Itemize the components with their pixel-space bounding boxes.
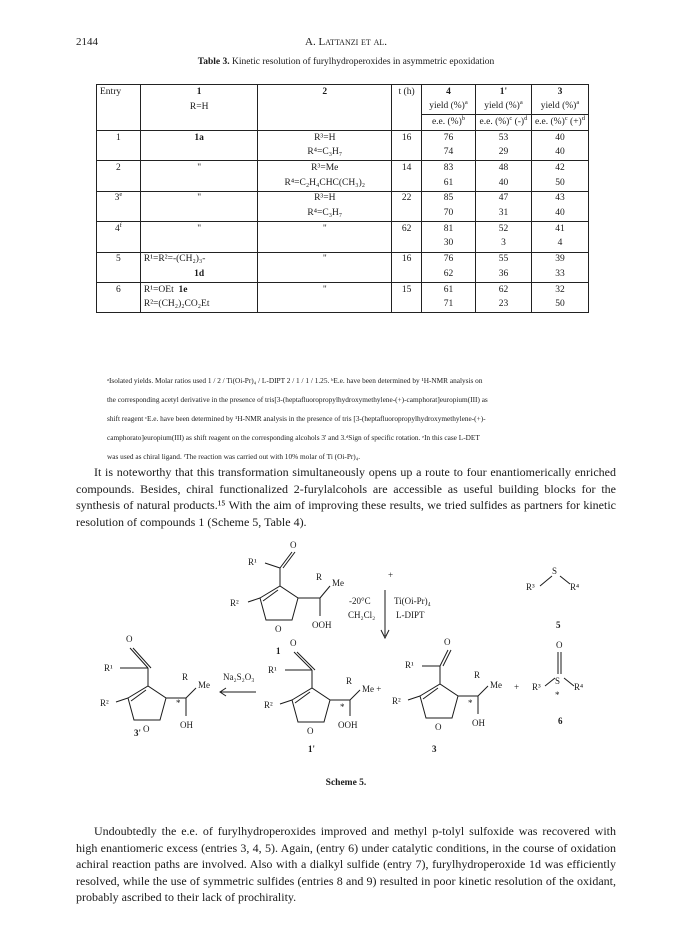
svg-text:*: * [468, 698, 473, 708]
scheme-5-reaction-diagram [80, 528, 620, 768]
svg-text:R: R [474, 670, 481, 680]
svg-text:-20°C: -20°C [349, 596, 371, 606]
svg-text:OH: OH [472, 718, 485, 728]
header-yield-3: yield (%) [540, 101, 577, 112]
svg-text:Me: Me [198, 680, 210, 690]
svg-text:*: * [176, 698, 181, 708]
svg-text:S: S [555, 676, 561, 686]
compound-3-structure [392, 637, 502, 754]
svg-text:O: O [143, 724, 150, 734]
scheme-caption: Scheme 5. [325, 778, 367, 788]
svg-text:*: * [340, 702, 345, 712]
svg-text:Na₂S₂O₃: Na₂S₂O₃ [223, 672, 255, 682]
svg-text:R: R [316, 572, 323, 582]
svg-text:O: O [435, 722, 442, 732]
svg-text:R³: R³ [532, 682, 541, 692]
svg-text:R¹: R¹ [248, 557, 257, 567]
svg-text:O: O [556, 640, 563, 650]
header-r-h: R=H [140, 100, 258, 115]
footnote-line: the corresponding acetyl derivative in the presence of tris[3-(heptafluoropropylhydroxymethylene-(+)-camphorat]europium(III) as [107, 395, 488, 404]
svg-text:Me: Me [490, 680, 502, 690]
table-row: 2 " R³=Me 14 83 48 42 [97, 161, 589, 176]
svg-text:OOH: OOH [312, 620, 332, 630]
svg-text:S: S [552, 566, 558, 576]
svg-text:3: 3 [432, 744, 437, 754]
svg-text:R²: R² [392, 696, 401, 706]
header-compound-4: 4 [422, 85, 476, 100]
svg-text:R⁴: R⁴ [574, 682, 584, 692]
table-footnotes [107, 371, 592, 466]
header-compound-1: 1 [140, 85, 258, 100]
svg-text:+: + [388, 570, 394, 580]
svg-text:O: O [290, 540, 297, 550]
svg-text:Ti(Oi-Pr)₄: Ti(Oi-Pr)₄ [394, 596, 431, 606]
svg-text:L-DIPT: L-DIPT [396, 610, 425, 620]
compound-3p-structure [100, 634, 210, 738]
table-caption-text: Kinetic resolution of furylhydroperoxides in asymmetric epoxidation [231, 57, 495, 67]
sulfoxide-6-structure [532, 640, 583, 726]
table-row: 1 1a R³=H 16 76 53 40 [97, 131, 589, 146]
footnote-line: ᵃIsolated yields. Molar ratios used 1 / 2 / Ti(Oi-Pr)₄ / L-DIPT 2 / 1 / 1 / 1.25. ᵇE.e. have been determined by ¹H-NMR analysis on [107, 376, 483, 385]
svg-text:R¹: R¹ [405, 660, 414, 670]
svg-text:R⁴: R⁴ [570, 582, 580, 592]
svg-text:*: * [555, 690, 560, 700]
header-ee-3: e.e. (%) [534, 116, 565, 127]
svg-text:+: + [514, 682, 520, 692]
svg-text:R³: R³ [526, 582, 535, 592]
svg-text:O: O [290, 638, 297, 648]
svg-text:R²: R² [100, 698, 109, 708]
table-row: 5 R¹=R²=-(CH₂)₃- " 16 76 55 39 [97, 252, 589, 267]
header-ee-4: e.e. (%) [431, 116, 462, 127]
sulfide-5-structure [526, 566, 579, 630]
svg-text:5: 5 [556, 620, 561, 630]
svg-text:R²: R² [230, 598, 239, 608]
svg-text:1': 1' [308, 744, 316, 754]
svg-text:CH₂Cl₂: CH₂Cl₂ [348, 610, 376, 620]
table-caption [0, 57, 692, 67]
compound-1-structure [230, 540, 344, 656]
svg-text:R: R [182, 672, 189, 682]
header-compound-2: 2 [258, 85, 392, 100]
header-yield-4: yield (%) [429, 101, 465, 112]
footnote-line: camphorato]europium(III) as shift reagent on the corresponding alcohols 3' and 3.ᵈSign of specific rotation. ᵉIn this case L-DET [107, 433, 480, 442]
svg-text:Me: Me [332, 578, 344, 588]
table-row: 4$^f$ " " 62 81 52 41 [97, 222, 589, 237]
svg-text:6: 6 [558, 716, 563, 726]
header-yield-1p: yield (%) [484, 101, 520, 112]
table-row: 3e " R³=H 22 85 47 43 [97, 191, 589, 206]
svg-text:O: O [307, 726, 314, 736]
header-compound-1p: 1' [475, 85, 531, 100]
svg-text:R: R [346, 676, 353, 686]
footnote-line: shift reagent ᶜE.e. have been determined by ¹H-NMR analysis in the presence of tris [3-(heptafluoropropylhydroxymethylene-(+)- [107, 414, 486, 423]
svg-text:1: 1 [276, 646, 281, 656]
page-number: 2144 [76, 36, 98, 48]
compound-1p-structure [264, 638, 381, 754]
svg-text:R¹: R¹ [104, 663, 113, 673]
svg-text:O: O [275, 624, 282, 634]
table-header-row [97, 85, 589, 100]
header-ee-1p: e.e. (%) [479, 116, 510, 127]
footnote-line: was used as chiral ligand. ᶠThe reaction was carried out with 10% molar of Ti (Oi-Pr)₄. [107, 452, 361, 461]
header-time: t (h) [392, 85, 422, 100]
svg-text:OOH: OOH [338, 720, 358, 730]
svg-text:OH: OH [180, 720, 193, 730]
svg-text:Me +: Me + [362, 684, 382, 694]
table-row: 6 R¹=OEt 1e " 15 61 62 32 [97, 282, 589, 297]
header-entry: Entry [97, 85, 141, 100]
svg-text:R²: R² [264, 700, 273, 710]
paragraph-1: It is noteworthy that this transformation simultaneously opens up a route to four enantiomerically enriched compounds. Besides, chiral functionalized 2-furylalcohols are accessible as useful building blocks for the synthesis of natural products.¹⁵ With the aim of improving these results, we tried sulfides as partners for kinetic resolution of compounds 1 (Scheme 5, Table 4). [76, 465, 616, 529]
svg-text:R¹: R¹ [268, 665, 277, 675]
running-authors: A. Lattanzi et al. [305, 36, 387, 48]
svg-text:O: O [444, 637, 451, 647]
header-compound-3: 3 [531, 85, 588, 100]
svg-text:3': 3' [134, 728, 142, 738]
paragraph-2: Undoubtedly the e.e. of furylhydroperoxides improved and methyl p-tolyl sulfoxide was recovered with high enantiomeric excess (entries 3, 4, 5). Again, (entry 6) under catalytic conditions, in the course of oxidation achiral reaction paths are involved. Also with a dialkyl sulfide (entry 7), furylhydroperoxide 1d was efficiently resolved, while the use of symmetric sulfides (entries 8 and 9) resulted in poor kinetic resolution of the oxidant, probably ascribed to their lack of prochirality. [76, 824, 616, 905]
results-table: Entry 1 2 t (h) 4 1' 3 R=H yield (%)$^a$ yield (%)$^a$ yield (%)$^a$ e.e. (%)$^b$ e.e. (%)$^c$ $(-)^d$ e.e. (%)$^c$ $(+)^d$ 1 1a R³=H 16 76 53 40 R⁴=C₃H₇ 74 29 40 2 " R³=Me 14 83 48 42 R⁴=C₂H₄CHC(CH₃)₂ 61 40 50 3e " R³=H 22 85 47 43 R⁴=C₃H₇ 70 31 40 4$^f$ " " 62 81 52 41 30 3 4 5 R¹=R²=-(CH₂)₃- " 16 76 55 39 1d 62 36 33 6 R¹=OEt 1e " 15 61 62 32 R²=(CH₂)₂CO₂Et 71 23 50 [96, 84, 589, 313]
table-label: Table 3. [197, 57, 230, 67]
svg-text:O: O [126, 634, 133, 644]
